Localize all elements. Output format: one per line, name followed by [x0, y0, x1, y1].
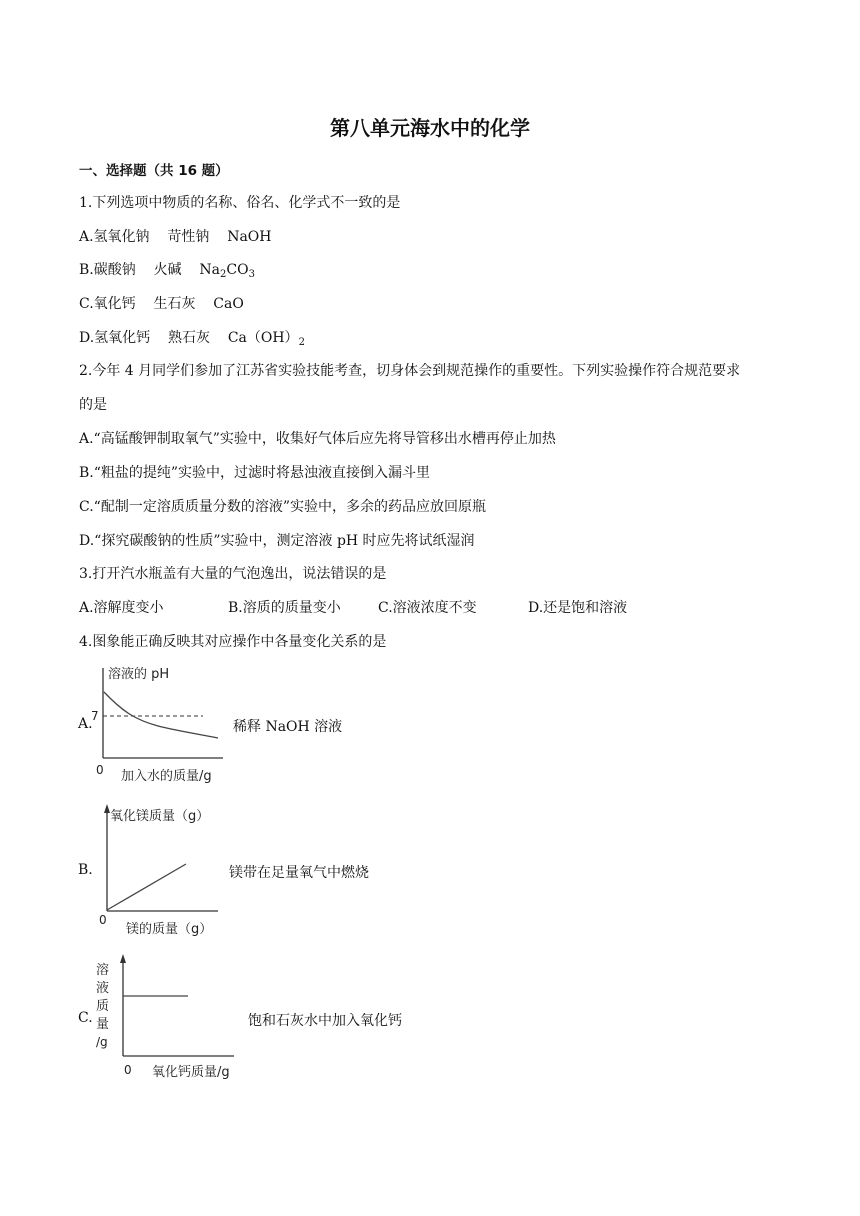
- q4-a-y-label: 溶液的 pH: [108, 667, 170, 682]
- q3-option-a: A.溶解度变小: [79, 600, 164, 616]
- q1-d-formula-sub: 2: [298, 337, 305, 348]
- q4-stem: 4.图象能正确反映其对应操作中各量变化关系的是: [79, 634, 387, 650]
- q4-a-graph: [88, 660, 238, 786]
- q4-a-curve: [104, 692, 218, 738]
- q3-stem: 3.打开汽水瓶盖有大量的气泡逸出，说法错误的是: [79, 566, 387, 582]
- q4-c-y-arrow: [120, 954, 126, 963]
- q4-b-y-label: 氧化镁质量（g）: [110, 809, 210, 824]
- q2-option-a: A.“高锰酸钾制取氧气”实验中，收集好气体后应先将导管移出水槽再停止加热: [79, 431, 556, 447]
- q4-b-graph: [90, 800, 235, 940]
- q4-a-letter: A.: [78, 716, 93, 732]
- q3-option-b: B.溶质的质量变小: [228, 600, 341, 616]
- q2-option-b: B.“粗盐的提纯”实验中，过滤时将悬浊液直接倒入漏斗里: [79, 465, 431, 481]
- q1-b-formula-na: Na: [199, 262, 220, 278]
- q1-c-alias: 生石灰: [153, 296, 196, 312]
- q2-option-d: D.“探究碳酸钠的性质”实验中，测定溶液 pH 时应先将试纸湿润: [79, 533, 475, 549]
- q1-a-alias: 苛性钠: [167, 229, 210, 245]
- q4-a-origin: 0: [96, 763, 104, 777]
- q1-option-b: [79, 259, 255, 280]
- q4-c-y-label-3: 质: [96, 999, 110, 1014]
- q4-c-y-label-4: 量: [96, 1017, 110, 1032]
- q1-b-formula: [199, 262, 255, 278]
- page-title: 第八单元海水中的化学: [330, 116, 530, 140]
- q1-c-formula: CaO: [213, 296, 244, 312]
- q4-b-letter: B.: [78, 862, 93, 878]
- q4-c-letter: C.: [78, 1010, 93, 1026]
- q4-c-y-label-1: 溶: [96, 963, 110, 978]
- q1-option-c: [79, 293, 244, 313]
- q4-b-x-label: 镁的质量（g）: [126, 922, 213, 937]
- q4-c-y-label-5: /g: [96, 1035, 108, 1049]
- q1-d-formula: Ca（OH）: [227, 330, 299, 346]
- q2-option-c: C.“配制一定溶质质量分数的溶液”实验中，多余的药品应放回原瓶: [79, 499, 486, 515]
- q1-b-formula-sub2: 3: [248, 269, 255, 280]
- q1-a-name: A.氢氧化钠: [79, 229, 150, 245]
- q1-d-alias: 熟石灰: [168, 330, 210, 346]
- q1-b-name: B.碳酸钠: [79, 262, 136, 278]
- q4-c-graph: [92, 950, 252, 1084]
- q3-option-d: D.还是饱和溶液: [528, 600, 628, 616]
- q1-c-name: C.氧化钙: [79, 296, 136, 312]
- q1-d-name: D.氢氧化钙: [79, 330, 151, 346]
- q4-a-ref-label: 7: [91, 709, 99, 723]
- q4-b-origin: 0: [99, 913, 107, 927]
- q1-b-formula-co: CO: [226, 262, 249, 278]
- q4-c-caption: 饱和石灰水中加入氧化钙: [248, 1013, 402, 1029]
- q4-c-origin: 0: [124, 1063, 132, 1077]
- q1-a-formula: NaOH: [227, 229, 272, 245]
- q1-option-a: [79, 226, 271, 246]
- q2-stem-line2: 的是: [79, 397, 107, 413]
- q4-c-y-label-2: 液: [96, 981, 110, 996]
- q1-b-alias: 火碱: [153, 262, 182, 278]
- section-heading: 一、选择题（共 16 题）: [79, 163, 229, 179]
- q1-b-formula-sub1: 2: [219, 269, 227, 280]
- q4-c-x-label: 氧化钙质量/g: [152, 1065, 230, 1080]
- q1-option-d: [79, 327, 305, 348]
- q2-stem-line1: 2.今年 4 月同学们参加了江苏省实验技能考查，切身体会到规范操作的重要性。下列实验操作符合规范要求: [79, 363, 741, 379]
- q1-stem: 1.下列选项中物质的名称、俗名、化学式不一致的是: [79, 195, 401, 211]
- q3-option-c: C.溶液浓度不变: [378, 600, 477, 616]
- q4-b-caption: 镁带在足量氧气中燃烧: [229, 865, 369, 881]
- q4-a-caption: 稀释 NaOH 溶液: [233, 719, 343, 735]
- q4-b-line: [107, 864, 186, 910]
- q4-a-x-label: 加入水的质量/g: [121, 769, 212, 784]
